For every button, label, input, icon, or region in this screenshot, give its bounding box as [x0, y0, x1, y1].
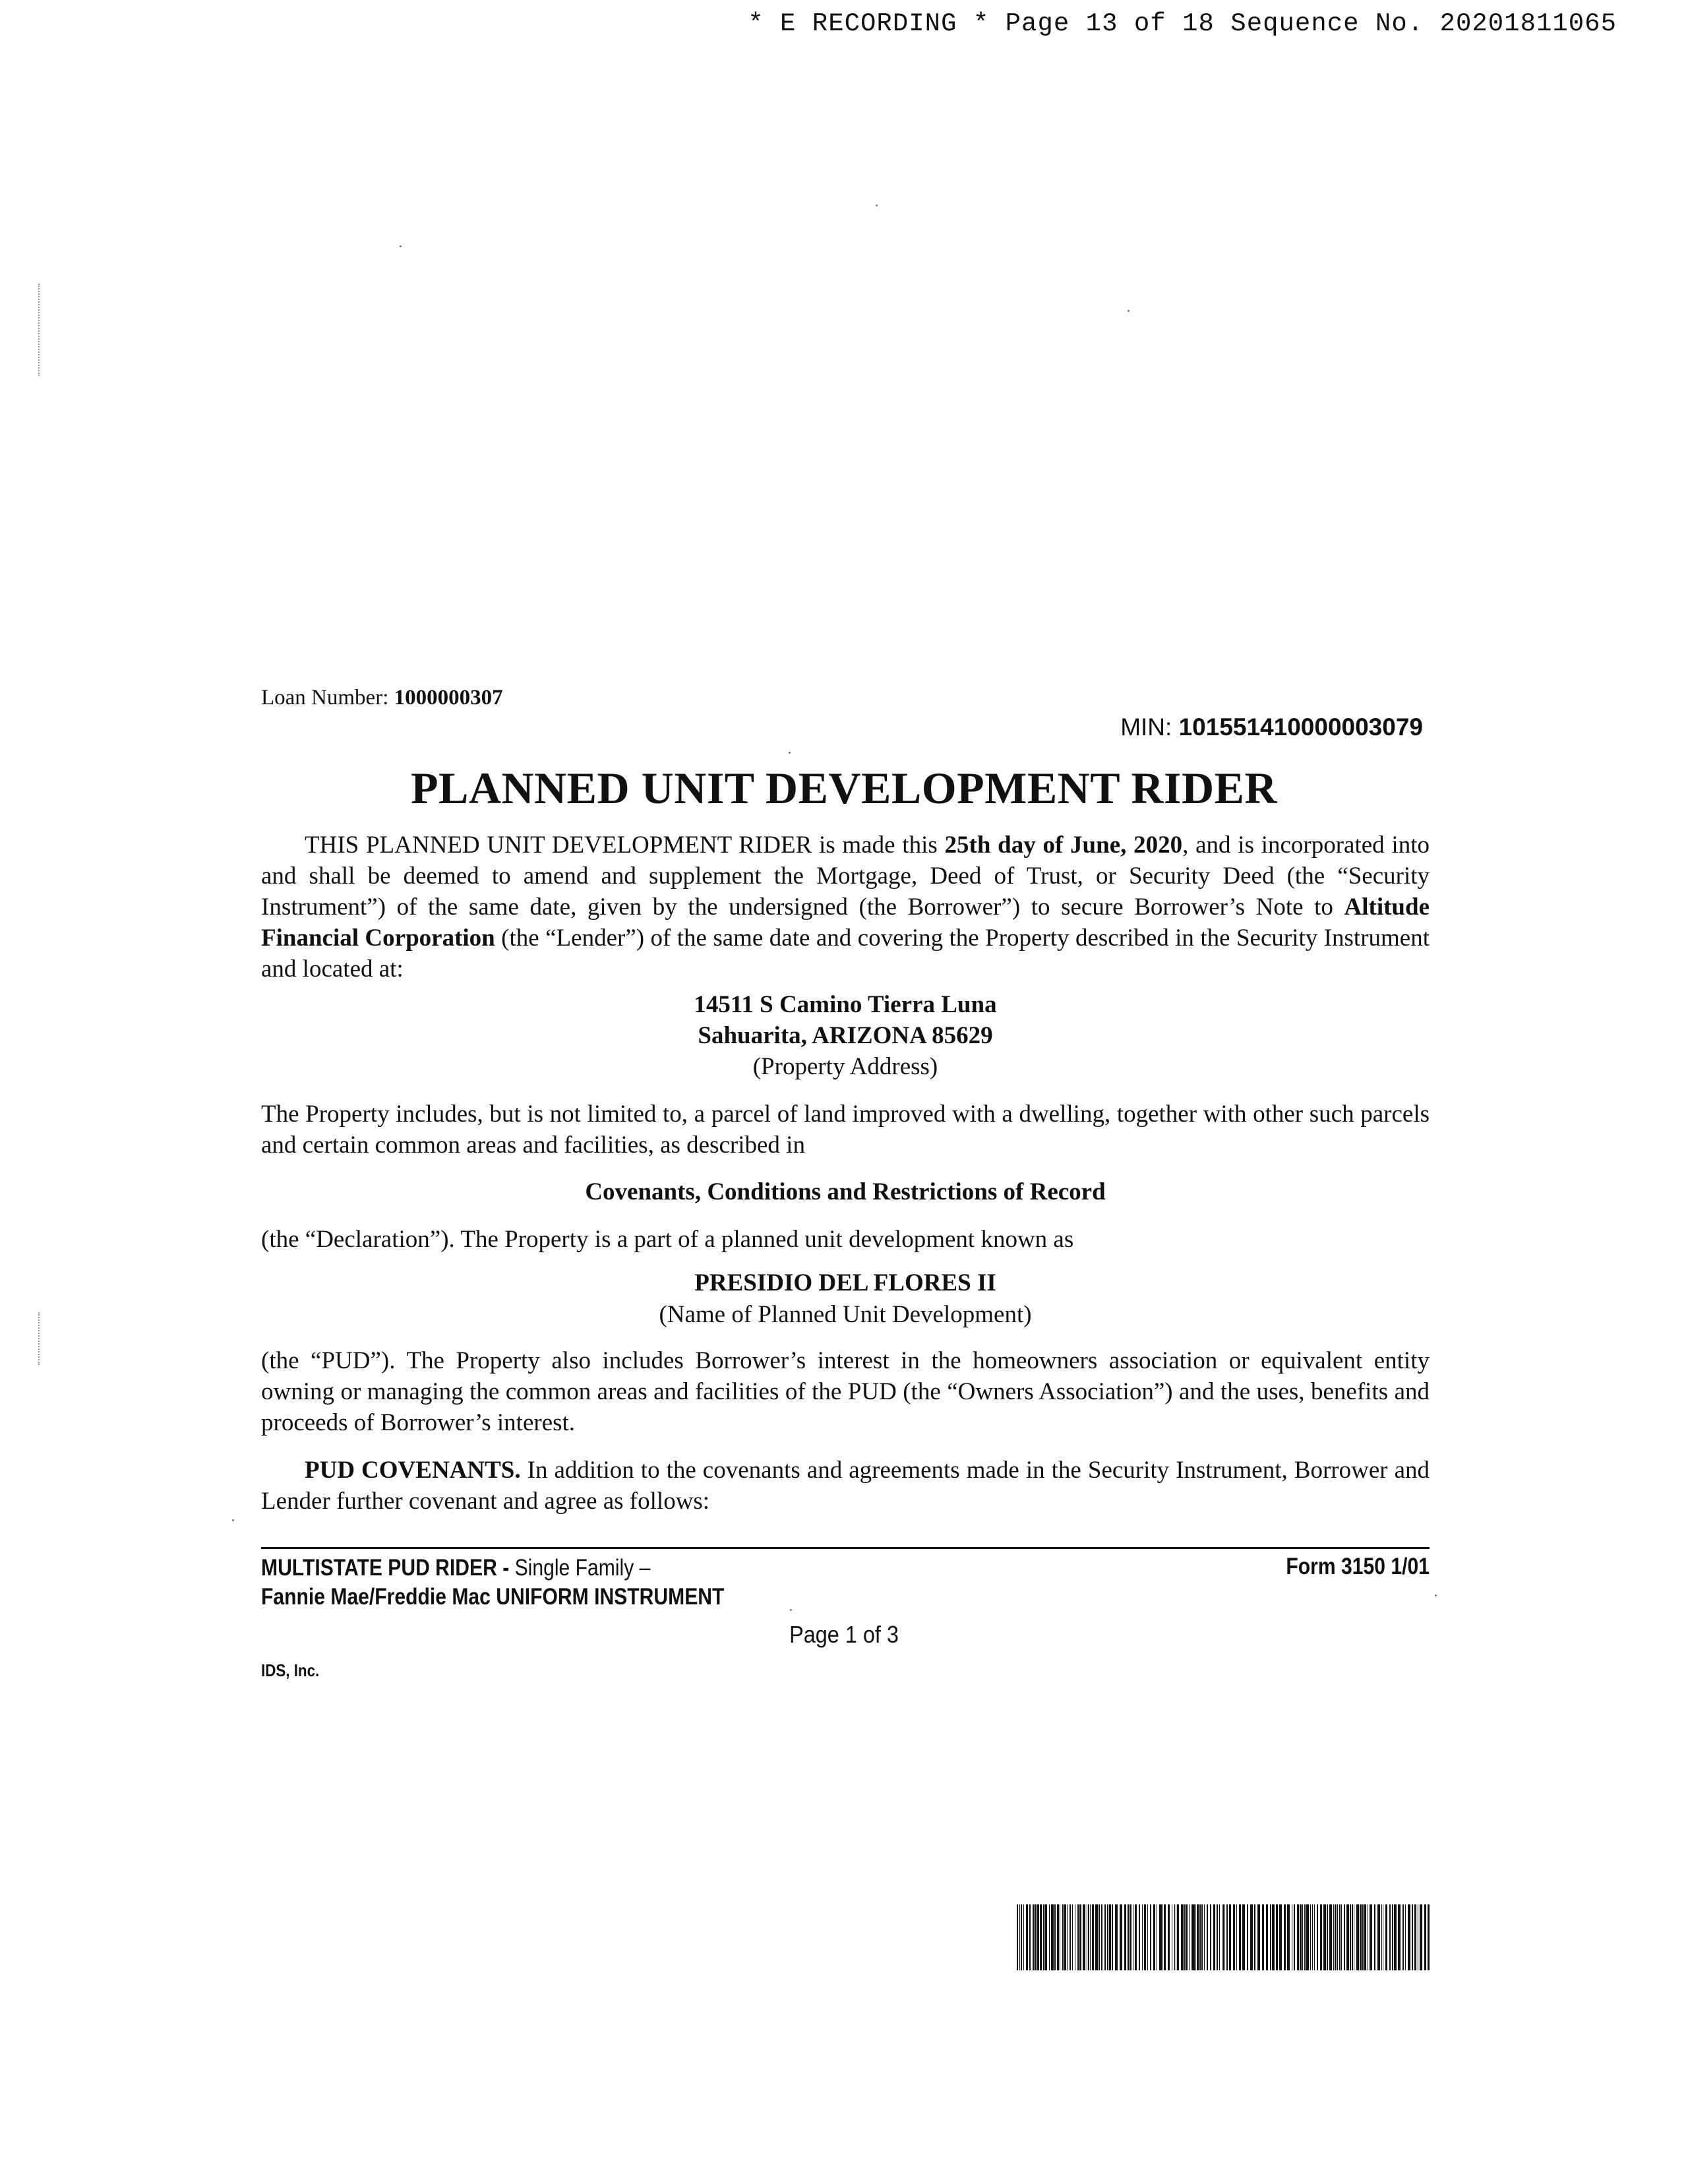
barcode-bar	[1026, 1904, 1028, 1970]
barcode-bar	[1186, 1904, 1188, 1970]
barcode-bar	[1389, 1904, 1391, 1970]
barcode-bar	[1239, 1904, 1241, 1970]
intro-text-3: (the “Lender”) of the same date and covering the Property described in the Security Instrument and located at:	[261, 925, 1430, 983]
barcode-bar	[1062, 1904, 1064, 1970]
barcode-bar	[1033, 1904, 1035, 1970]
barcode-bar	[1364, 1904, 1366, 1970]
barcode-bar	[1124, 1904, 1126, 1970]
barcode-bar	[1360, 1904, 1362, 1970]
barcode-bar	[1226, 1904, 1228, 1970]
barcode-bar	[1177, 1904, 1179, 1970]
barcode-bar	[1181, 1904, 1184, 1970]
barcode-bar	[1398, 1904, 1401, 1970]
pud-name: PRESIDIO DEL FLORES II	[694, 1269, 996, 1296]
barcode-bar	[1317, 1904, 1318, 1970]
barcode-bar	[1109, 1904, 1111, 1970]
barcode-bar	[1377, 1904, 1380, 1970]
barcode-bar	[1115, 1904, 1118, 1970]
barcode-bar	[1408, 1904, 1410, 1970]
pud-paragraph: (the “PUD”). The Property also includes Borrower’s interest in the homeowners association or equivalent entity owning or managing the common areas and facilities of the PUD (the “Owners Association”) and the uses, benefits and proceeds of Borrower’s interest.	[261, 1347, 1430, 1436]
form-number: Form 3150 1/01	[1286, 1554, 1430, 1579]
barcode-bar	[1320, 1904, 1322, 1970]
declaration-text: (the “Declaration”). The Property is a part of a planned unit development known as	[261, 1226, 1074, 1253]
barcode-bar	[1150, 1904, 1151, 1970]
barcode-bar	[1051, 1904, 1054, 1970]
barcode-bar	[1314, 1904, 1315, 1970]
barcode-bar	[1242, 1904, 1245, 1970]
barcode-bar	[1174, 1904, 1175, 1970]
barcode-bar	[1043, 1904, 1044, 1970]
barcode-bar	[1095, 1904, 1098, 1970]
barcode-bar	[1070, 1904, 1071, 1970]
min-value: 101551410000003079	[1178, 713, 1423, 741]
pud-name-caption: (Name of Planned Unit Development)	[659, 1301, 1032, 1328]
barcode-bar	[1184, 1904, 1186, 1970]
scan-speck	[790, 1609, 792, 1611]
recording-header: * E RECORDING * Page 13 of 18 Sequence No. 20201811065	[748, 9, 1617, 38]
property-address-line-1: 14511 S Camino Tierra Luna	[694, 991, 997, 1018]
scan-speck	[789, 752, 791, 754]
barcode-bar	[1247, 1904, 1248, 1970]
intro-text-2: , and is incorporated into and shall be deemed to amend and supplement the Mortgage, Deed of Trust, or Security Deed (the “Security Instrument”) of the same date, given by the undersigned (the Borrower”) to secure Borrower’s Note to	[261, 832, 1430, 921]
barcode-bar	[1270, 1904, 1271, 1970]
barcode-bar	[1164, 1904, 1166, 1970]
document-title: PLANNED UNIT DEVELOPMENT RIDER	[410, 763, 1278, 813]
barcode-bar	[1168, 1904, 1170, 1970]
barcode-bar	[1083, 1904, 1085, 1970]
scan-speck	[400, 245, 402, 247]
barcode-bar	[1107, 1904, 1108, 1970]
barcode-bar	[1262, 1904, 1264, 1970]
min-label: MIN:	[1120, 713, 1179, 741]
intro-paragraph	[261, 830, 1430, 985]
barcode-bar	[1272, 1904, 1275, 1970]
lender-name: Altitude Financial Corporation	[261, 894, 1430, 952]
barcode-bar	[1210, 1904, 1211, 1970]
barcode-bar	[1019, 1904, 1020, 1970]
barcode-bar	[1254, 1904, 1255, 1970]
loan-number-value: 1000000307	[394, 686, 503, 710]
barcode-bar	[1130, 1904, 1131, 1970]
barcode-bar	[1327, 1904, 1328, 1970]
barcode-bar	[1224, 1904, 1225, 1970]
barcode-bar	[1341, 1904, 1342, 1970]
pud-covenants-text: In addition to the covenants and agreements made in the Security Instrument, Borrower and Lender further covenant and agree as follows:	[261, 1457, 1430, 1515]
barcode-bar	[1300, 1904, 1302, 1970]
barcode-bar	[1049, 1904, 1050, 1970]
barcode-bar	[1306, 1904, 1309, 1970]
barcode-bar	[1072, 1904, 1073, 1970]
barcode-bar	[1279, 1904, 1282, 1970]
page-number: Page 1 of 3	[789, 1621, 899, 1648]
form-title-bold: MULTISTATE PUD RIDER -	[261, 1555, 515, 1581]
barcode-bar	[1233, 1904, 1235, 1970]
barcode-bar	[1352, 1904, 1353, 1970]
property-address-caption: (Property Address)	[752, 1053, 938, 1080]
barcode-bar	[1017, 1904, 1018, 1970]
barcode-bar	[1424, 1904, 1426, 1970]
barcode-bar	[1420, 1904, 1422, 1970]
barcode-bar	[1236, 1904, 1237, 1970]
barcode-bar	[1266, 1904, 1268, 1970]
form-title-light: Single Family –	[514, 1555, 651, 1581]
barcode-bar	[1159, 1904, 1162, 1970]
barcode-bar	[1350, 1904, 1351, 1970]
barcode-bar	[1223, 1904, 1224, 1970]
barcode-bar	[1189, 1904, 1190, 1970]
barcode-bar	[1394, 1904, 1397, 1970]
barcode-bar	[1374, 1904, 1375, 1970]
scan-speck	[232, 1519, 234, 1521]
barcode-bar	[1335, 1904, 1336, 1970]
barcode-bar	[1128, 1904, 1130, 1970]
pud-covenants-paragraph	[261, 1455, 1430, 1517]
barcode-bar	[1294, 1904, 1295, 1970]
barcode-bar	[1142, 1904, 1143, 1970]
barcode-bar	[1040, 1904, 1042, 1970]
form-subtitle: Fannie Mae/Freddie Mac UNIFORM INSTRUMENT	[261, 1584, 725, 1610]
barcode-bar	[1207, 1904, 1208, 1970]
barcode-bar	[1213, 1904, 1215, 1970]
scan-speck	[1435, 1594, 1437, 1596]
rider-date: 25th day of June, 2020	[944, 832, 1183, 859]
barcode-bar	[1304, 1904, 1306, 1970]
barcode-bar	[1035, 1904, 1037, 1970]
form-title	[261, 1554, 724, 1583]
barcode-bar	[1405, 1904, 1406, 1970]
barcode-bar	[1356, 1904, 1359, 1970]
property-address-line-2: Sahuarita, ARIZONA 85629	[698, 1022, 993, 1049]
barcode-bar	[1064, 1904, 1066, 1970]
property-paragraph: The Property includes, but is not limited to, a parcel of land improved with a dwelling, together with other such parcels and certain common areas and facilities, as described in	[261, 1101, 1430, 1159]
barcode-bar	[1054, 1904, 1056, 1970]
scan-edge-marks	[38, 1312, 41, 1365]
min-line	[1120, 713, 1423, 741]
barcode-bar	[1197, 1904, 1199, 1970]
barcode-bar	[1402, 1904, 1404, 1970]
barcode-bar	[1192, 1904, 1195, 1970]
barcode-bar	[1323, 1904, 1326, 1970]
barcode-bar	[1147, 1904, 1148, 1970]
barcode-bar	[1112, 1904, 1113, 1970]
barcode-bar	[1201, 1904, 1203, 1970]
barcode-bar	[1101, 1904, 1102, 1970]
barcode-bar	[1088, 1904, 1089, 1970]
scan-speck	[1128, 310, 1130, 312]
barcode-bar	[1229, 1904, 1231, 1970]
barcode-bar	[1195, 1904, 1196, 1970]
barcode-bar	[1310, 1904, 1311, 1970]
barcode-bar	[1139, 1904, 1140, 1970]
barcode-bar	[1099, 1904, 1100, 1970]
barcode-bar	[1153, 1904, 1155, 1970]
barcode-bar	[1144, 1904, 1146, 1970]
barcode-bar	[1162, 1904, 1163, 1970]
loan-number-label: Loan Number:	[261, 686, 394, 710]
barcode-bar	[1199, 1904, 1201, 1970]
barcode-bar	[1135, 1904, 1137, 1970]
barcode-bar	[1312, 1904, 1313, 1970]
vendor-name: IDS, Inc.	[261, 1660, 320, 1680]
scan-edge-marks	[38, 284, 41, 376]
form-title-block	[261, 1554, 724, 1612]
barcode-bar	[1339, 1904, 1341, 1970]
barcode-bar	[1204, 1904, 1205, 1970]
barcode-bar	[1297, 1904, 1299, 1970]
barcode-bar	[1362, 1904, 1364, 1970]
barcode-bar	[1104, 1904, 1106, 1970]
barcode-bar	[1329, 1904, 1332, 1970]
barcode-image	[1015, 1904, 1431, 1970]
barcode-bar	[1284, 1904, 1286, 1970]
scan-speck	[876, 204, 878, 206]
barcode-bar	[1392, 1904, 1393, 1970]
barcode-bar	[1023, 1904, 1024, 1970]
barcode-bar	[1412, 1904, 1413, 1970]
barcode-bar	[1344, 1904, 1345, 1970]
loan-number-line	[261, 686, 503, 710]
barcode-bar	[1029, 1904, 1031, 1970]
barcode-bar	[1067, 1904, 1068, 1970]
barcode-bar	[1077, 1904, 1079, 1970]
barcode-bar	[1385, 1904, 1387, 1970]
barcode-bar	[1428, 1904, 1430, 1970]
footer-divider	[261, 1547, 1430, 1549]
barcode-bar	[1276, 1904, 1278, 1970]
barcode-bar	[1257, 1904, 1260, 1970]
barcode-bar	[1079, 1904, 1081, 1970]
barcode-bar	[1370, 1904, 1372, 1970]
barcode-bar	[1250, 1904, 1253, 1970]
barcode-bar	[1021, 1904, 1022, 1970]
barcode-bar	[1346, 1904, 1349, 1970]
barcode-bar	[1337, 1904, 1338, 1970]
barcode-bar	[1057, 1904, 1059, 1970]
barcode-bar	[1333, 1904, 1334, 1970]
barcode-bar	[1092, 1904, 1094, 1970]
barcode-bar	[1414, 1904, 1416, 1970]
intro-lead: THIS PLANNED UNIT DEVELOPMENT RIDER is made this	[305, 832, 945, 859]
barcode-bar	[1381, 1904, 1382, 1970]
barcode-bar	[1217, 1904, 1218, 1970]
barcode-bar	[1044, 1904, 1047, 1970]
barcode-bar	[1120, 1904, 1122, 1970]
declaration-name: Covenants, Conditions and Restrictions of Record	[585, 1178, 1106, 1205]
barcode-bar	[1037, 1904, 1039, 1970]
barcode-bar	[1287, 1904, 1290, 1970]
pud-covenants-heading: PUD COVENANTS.	[305, 1457, 521, 1484]
barcode-bar	[1302, 1904, 1303, 1970]
barcode-bar	[1219, 1904, 1220, 1970]
barcode-bar	[1090, 1904, 1091, 1970]
